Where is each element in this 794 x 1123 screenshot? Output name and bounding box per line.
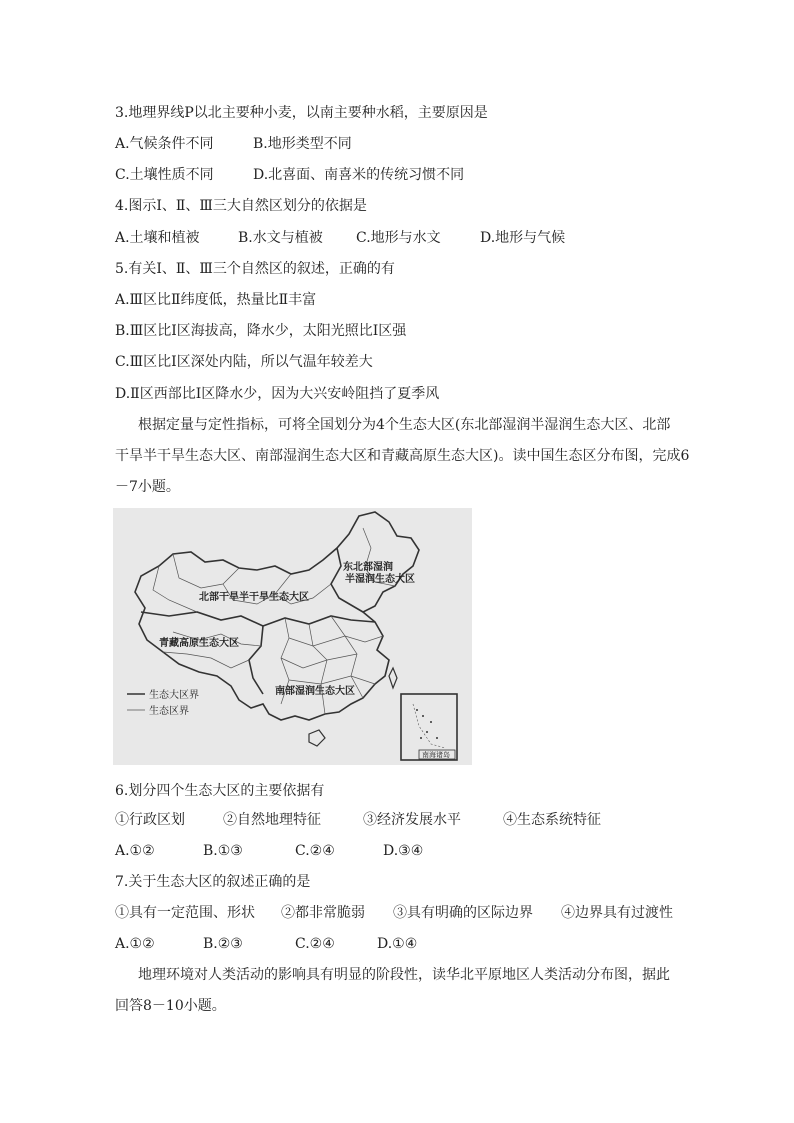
intro2-line1: 地理环境对人类活动的影响具有明显的阶段性，读华北平原地区人类活动分布图，据此 [138,967,670,983]
q5-option-a[interactable]: A.Ⅲ区比Ⅱ纬度低，热量比Ⅱ丰富 [115,292,317,308]
q3-options [115,134,352,154]
q4-option-c[interactable]: C.地形与水文 [356,230,441,246]
q7-statement-4: ④边界具有过渡性 [561,905,673,921]
q7-option-b[interactable]: B.②③ [203,936,243,952]
inset-label: 南海诸岛 [422,751,450,759]
q3-options-2 [115,165,464,185]
q6-options [115,841,423,861]
q7-option-a[interactable]: A.①② [115,936,155,952]
q5-option-c[interactable]: C.Ⅲ区比Ⅰ区深处内陆，所以气温年较差大 [115,354,373,370]
q5-option-b[interactable]: B.Ⅲ区比Ⅰ区海拔高，降水少，太阳光照比Ⅰ区强 [115,323,407,339]
q6-statement-1: ①行政区划 [115,812,185,828]
q4-options [115,228,565,248]
intro1-line1: 根据定量与定性指标，可将全国划分为4个生态大区(东北部湿润半湿润生态大区、北部 [138,417,671,433]
label-tibet: 青藏高原生态大区 [159,638,239,649]
q7-stem: 7.关于生态大区的叙述正确的是 [115,874,311,890]
ecoregion-map-svg [113,508,472,765]
q3-option-d[interactable]: D.北喜面、南喜米的传统习惯不同 [253,167,465,183]
label-north: 北部干旱半干旱生态大区 [199,592,309,603]
intro1-line2: 干旱半干旱生态大区、南部湿润生态大区和青藏高原生态大区)。读中国生态区分布图，完成6 [115,448,690,464]
taiwan-island [389,668,397,688]
boundary-north-tibet [141,612,263,626]
q6-statement-2: ②自然地理特征 [223,812,321,828]
q4-option-a[interactable]: A.土壤和植被 [115,230,200,246]
q6-statement-4: ④生态系统特征 [503,812,601,828]
boundary-tibet-south [249,626,263,694]
legend-major: 生态大区界 [149,690,199,701]
inset-islands [416,709,438,739]
hainan-island [309,730,325,746]
q4-option-b[interactable]: B.水文与植被 [238,230,323,246]
q4-option-d[interactable]: D.地形与气候 [480,230,566,246]
legend-minor: 生态区界 [149,706,189,717]
q7-options [115,934,417,954]
label-south: 南部湿润生态大区 [275,686,355,697]
q6-option-b[interactable]: B.①③ [203,843,243,859]
q7-statement-3: ③具有明确的区际边界 [393,905,533,921]
boundary-north-south [263,616,375,626]
q7-statements [115,903,673,923]
q3-option-a[interactable]: A.气候条件不同 [115,136,214,152]
q6-option-c[interactable]: C.②④ [295,843,335,859]
q7-option-d[interactable]: D.①④ [377,936,418,952]
q6-statements [115,810,601,830]
ecoregion-map [113,508,472,765]
label-ne-line2: 半湿润生态大区 [345,574,415,585]
q4-stem: 4.图示Ⅰ、Ⅱ、Ⅲ三大自然区划分的依据是 [115,198,367,214]
label-ne-line1: 东北部湿润 [343,562,393,573]
q7-statement-2: ②都非常脆弱 [281,905,365,921]
q5-stem: 5.有关Ⅰ、Ⅱ、Ⅲ三个自然区的叙述，正确的有 [115,261,395,277]
q6-statement-3: ③经济发展水平 [363,812,461,828]
q7-option-c[interactable]: C.②④ [295,936,335,952]
q3-option-c[interactable]: C.土壤性质不同 [115,167,214,183]
q6-option-d[interactable]: D.③④ [383,843,424,859]
intro2-line2: 回答8－10小题。 [115,998,226,1014]
q3-stem: 3.地理界线P以北主要种小麦，以南主要种水稻，主要原因是 [115,105,488,121]
q7-statement-1: ①具有一定范围、形状 [115,905,255,921]
q5-option-d[interactable]: D.Ⅱ区西部比Ⅰ区降水少，因为大兴安岭阻挡了夏季风 [115,386,440,402]
intro1-line3: －7小题。 [115,479,180,495]
q6-option-a[interactable]: A.①② [115,843,155,859]
q3-option-b[interactable]: B.地形类型不同 [253,136,352,152]
q6-stem: 6.划分四个生态大区的主要依据有 [115,783,325,799]
